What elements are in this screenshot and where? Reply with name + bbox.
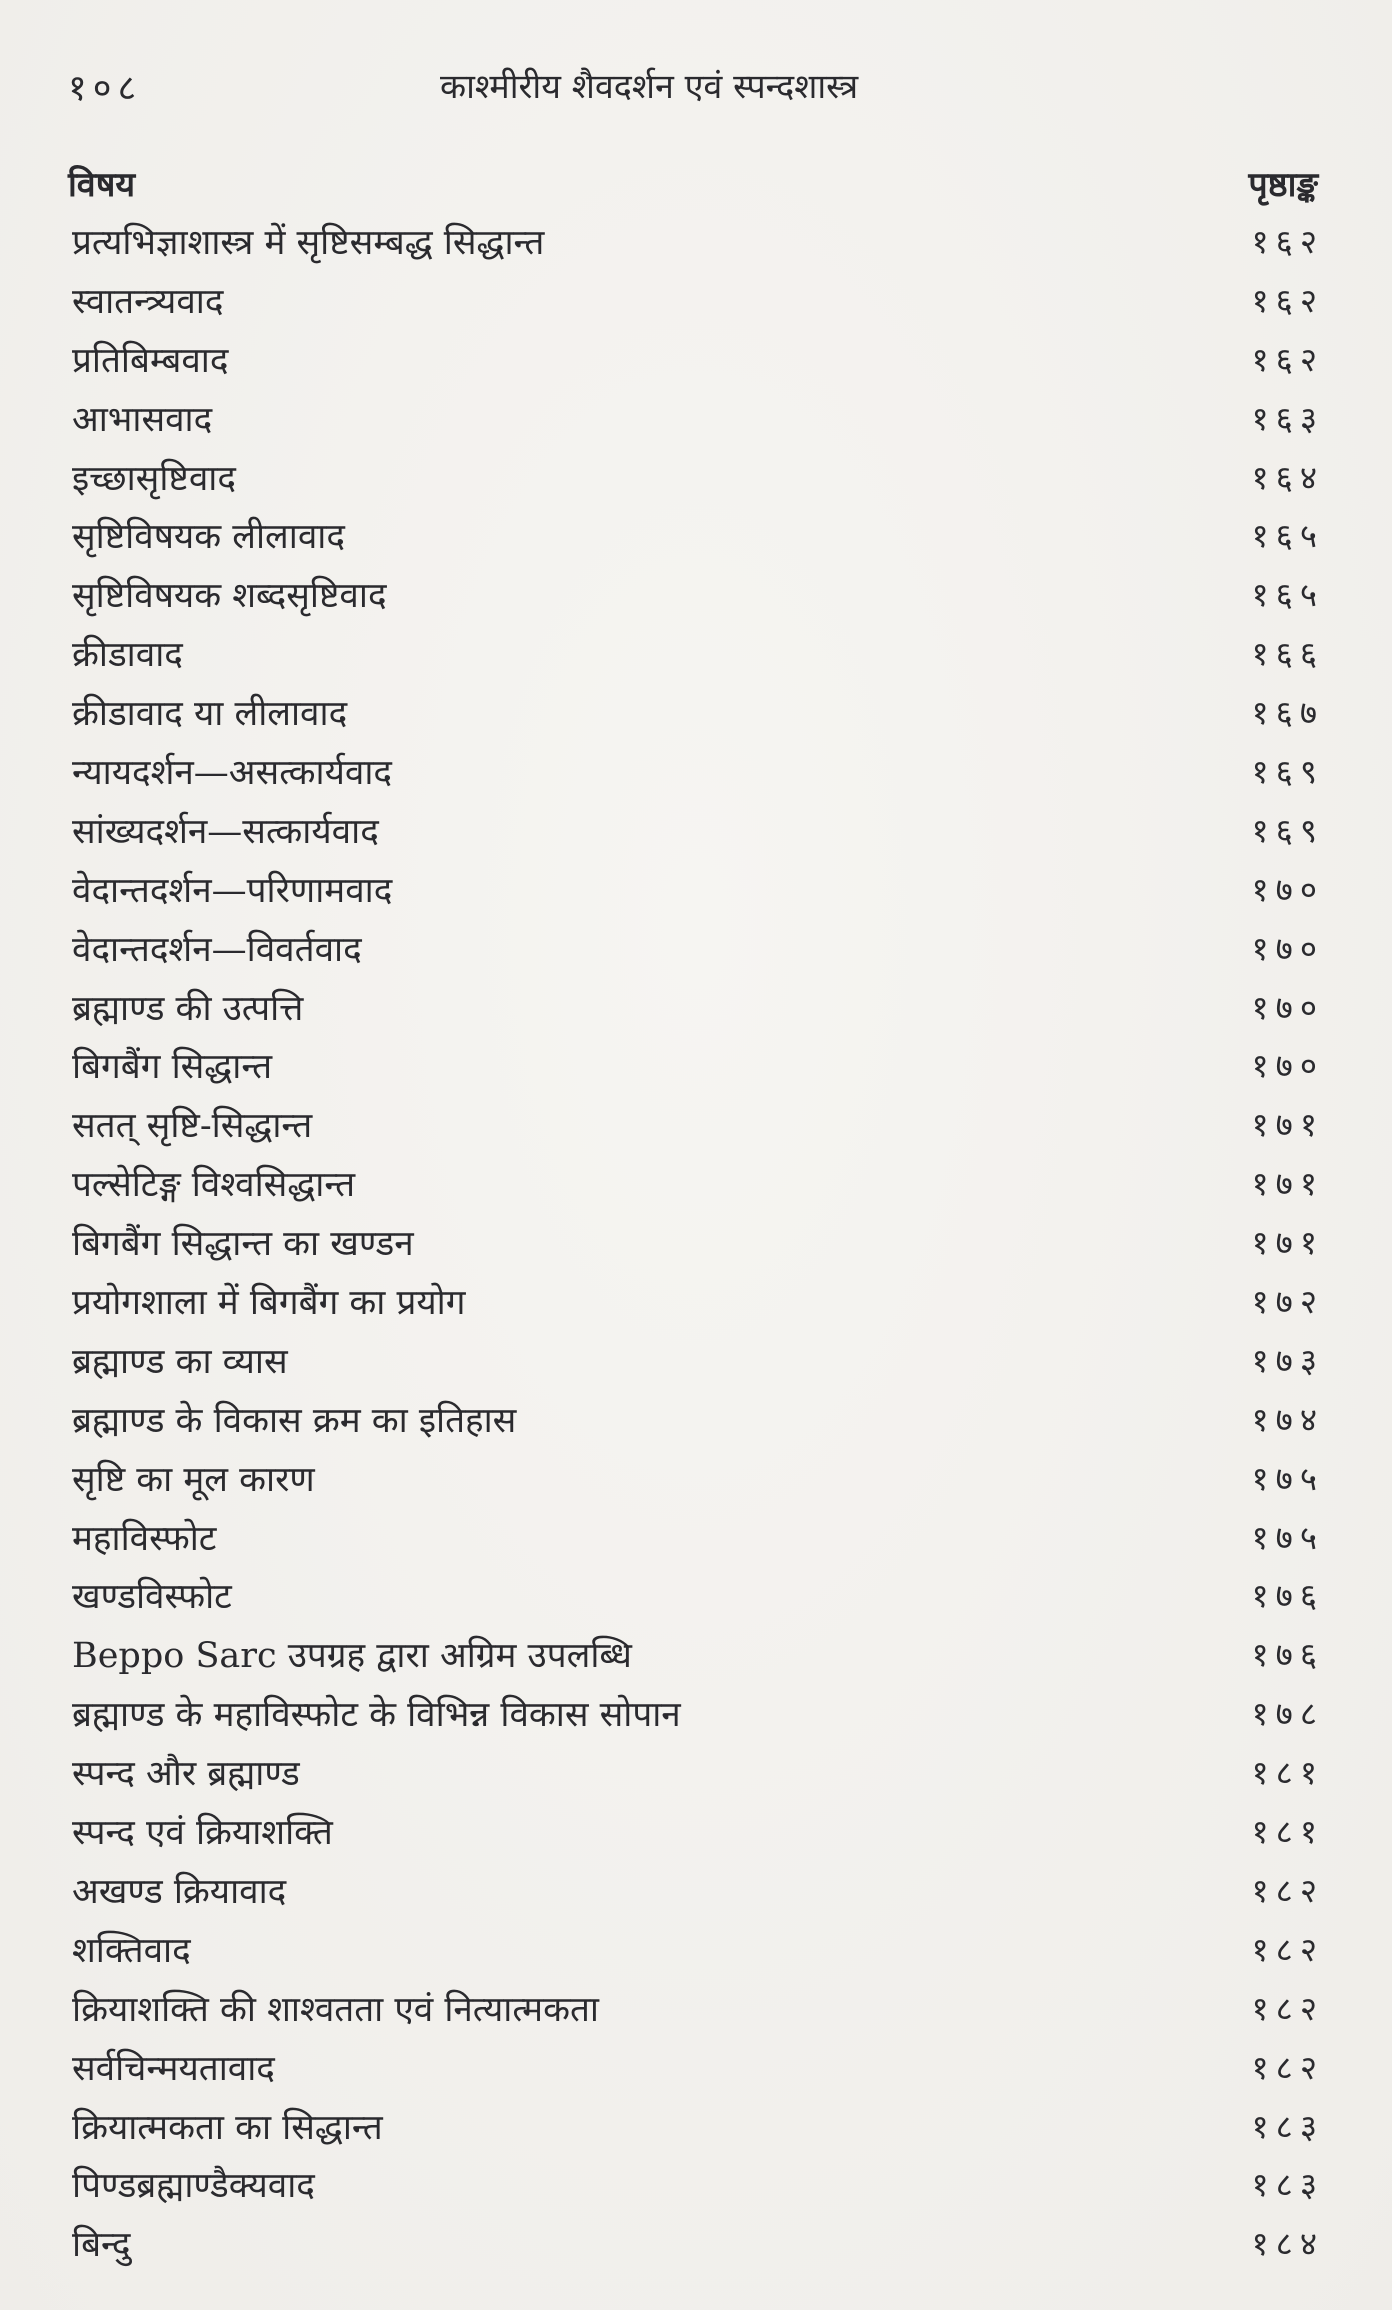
toc-entry-title: स्पन्द और ब्रह्माण्ड bbox=[72, 1754, 300, 1795]
toc-entry-title: शक्तिवाद bbox=[72, 1930, 191, 1971]
toc-entry-title: सृष्टिविषयक लीलावाद bbox=[72, 517, 345, 558]
toc-entry-title: प्रतिबिम्बवाद bbox=[72, 340, 229, 381]
toc-entry-title: क्रियात्मकता का सिद्धान्त bbox=[72, 2107, 383, 2148]
toc-entry-page-number: १७० bbox=[1251, 928, 1324, 968]
toc-entry bbox=[68, 921, 1324, 980]
page-column-heading: पृष्ठाङ्क bbox=[1248, 165, 1318, 205]
toc-entry-page-number: १६६ bbox=[1251, 634, 1324, 674]
toc-entry-page-number: १८२ bbox=[1251, 1929, 1324, 1969]
toc-entry-page-number: १८४ bbox=[1251, 2224, 1324, 2264]
toc-entry-title: ब्रह्माण्ड के विकास क्रम का इतिहास bbox=[72, 1400, 517, 1441]
toc-entry bbox=[68, 1392, 1324, 1451]
toc-entry-title: प्रयोगशाला में बिगबैंग का प्रयोग bbox=[72, 1283, 466, 1324]
toc-entry bbox=[68, 1686, 1324, 1745]
toc-entry-title: सर्वचिन्मयतावाद bbox=[72, 2048, 275, 2089]
toc-entry-title: स्वातन्त्र्यवाद bbox=[72, 281, 224, 322]
toc-entry bbox=[68, 508, 1324, 567]
toc-entry-page-number: १६५ bbox=[1251, 575, 1324, 615]
toc-entry-title: बिगबैंग सिद्धान्त bbox=[72, 1047, 273, 1088]
toc-entry-title: सांख्यदर्शन—सत्कार्यवाद bbox=[72, 811, 379, 852]
toc-entry bbox=[68, 1981, 1324, 2040]
toc-entry bbox=[68, 2040, 1324, 2099]
toc-entry-title: सतत् सृष्टि-सिद्धान्त bbox=[72, 1106, 313, 1147]
toc-entry bbox=[68, 450, 1324, 509]
toc-entry-title: पल्सेटिङ्ग विश्वसिद्धान्त bbox=[72, 1165, 356, 1206]
toc-entry-title: ब्रह्माण्ड का व्यास bbox=[72, 1341, 288, 1382]
toc-entry bbox=[68, 1097, 1324, 1156]
toc-entry-page-number: १६९ bbox=[1251, 810, 1324, 850]
toc-entry bbox=[68, 626, 1324, 685]
toc-entry bbox=[68, 1274, 1324, 1333]
toc-entry bbox=[68, 1156, 1324, 1215]
toc-entry-page-number: १७० bbox=[1251, 1046, 1324, 1086]
toc-entry-page-number: १६२ bbox=[1251, 339, 1324, 379]
toc-entry-page-number: १७५ bbox=[1251, 1458, 1324, 1498]
subject-column-heading: विषय bbox=[68, 165, 136, 205]
toc-entry-page-number: १६३ bbox=[1251, 398, 1324, 438]
toc-entry-page-number: १६२ bbox=[1251, 222, 1324, 261]
toc-entry-title: सृष्टि का मूल कारण bbox=[72, 1459, 315, 1500]
toc-entry bbox=[68, 803, 1324, 862]
toc-entry-page-number: १६७ bbox=[1251, 693, 1324, 733]
toc-entry bbox=[68, 1510, 1324, 1569]
toc-entry-page-number: १८२ bbox=[1251, 2047, 1324, 2087]
toc-entry-page-number: १८३ bbox=[1251, 2165, 1324, 2205]
toc-entry-title: पिण्डब्रह्माण्डैक्यवाद bbox=[72, 2166, 315, 2207]
toc-entry bbox=[68, 2157, 1324, 2216]
toc-entry-title: ब्रह्माण्ड की उत्पत्ति bbox=[72, 988, 304, 1029]
running-head bbox=[0, 62, 1392, 122]
toc-entry bbox=[68, 273, 1324, 332]
toc-entry-page-number: १७६ bbox=[1251, 1576, 1324, 1616]
toc-entry-title: इच्छासृष्टिवाद bbox=[72, 458, 236, 499]
toc-entry-page-number: १७५ bbox=[1251, 1517, 1324, 1557]
toc-entry bbox=[68, 1568, 1324, 1627]
toc-entry-page-number: १७० bbox=[1251, 869, 1324, 909]
toc-entry-title: न्यायदर्शन—असत्कार्यवाद bbox=[72, 753, 393, 794]
toc-entry-page-number: १७१ bbox=[1251, 1223, 1324, 1263]
toc-entry-page-number: १८२ bbox=[1251, 1988, 1324, 2028]
toc-entry-title: बिगबैंग सिद्धान्त का खण्डन bbox=[72, 1224, 414, 1265]
toc-entry-page-number: १८२ bbox=[1251, 1870, 1324, 1910]
toc-entry-page-number: १८३ bbox=[1251, 2106, 1324, 2146]
toc-entry-title: सृष्टिविषयक शब्दसृष्टिवाद bbox=[72, 576, 387, 617]
toc-entry-page-number: १७२ bbox=[1251, 1282, 1324, 1322]
toc-entry-title: आभासवाद bbox=[72, 399, 213, 440]
toc-entry-title: स्पन्द एवं क्रियाशक्ति bbox=[72, 1813, 333, 1854]
toc-entry-title: महाविस्फोट bbox=[72, 1518, 217, 1559]
page-number: १०८ bbox=[68, 68, 143, 109]
toc-entry-title: क्रीडावाद या लीलावाद bbox=[72, 694, 348, 735]
toc-entry bbox=[68, 1745, 1324, 1804]
toc-entry-page-number: १७६ bbox=[1251, 1635, 1324, 1675]
toc-entry-page-number: १८१ bbox=[1251, 1812, 1324, 1852]
toc-entry-title: बिन्दु bbox=[72, 2225, 131, 2266]
toc-entry-page-number: १७८ bbox=[1251, 1694, 1324, 1734]
toc-entry bbox=[68, 214, 1324, 273]
toc-entry-page-number: १७१ bbox=[1251, 1105, 1324, 1145]
toc-entry bbox=[68, 980, 1324, 1039]
toc-entry bbox=[68, 862, 1324, 921]
toc-entry-page-number: १६९ bbox=[1251, 752, 1324, 792]
toc-entry bbox=[68, 685, 1324, 744]
toc-entry-title: Beppo Sarc उपग्रह द्वारा अग्रिम उपलब्धि bbox=[72, 1636, 632, 1677]
toc-entry-page-number: १७४ bbox=[1251, 1399, 1324, 1439]
toc-entry bbox=[68, 1038, 1324, 1097]
toc-entry-title: क्रियाशक्ति की शाश्वतता एवं नित्यात्मकता bbox=[72, 1989, 599, 2030]
toc-entry bbox=[68, 332, 1324, 391]
toc-entry-page-number: १६४ bbox=[1251, 457, 1324, 497]
toc-entry-title: वेदान्तदर्शन—विवर्तवाद bbox=[72, 929, 362, 970]
toc-entry-page-number: १७० bbox=[1251, 987, 1324, 1027]
toc-entry bbox=[68, 2099, 1324, 2158]
toc-entry bbox=[68, 744, 1324, 803]
toc-entry-page-number: १८१ bbox=[1251, 1753, 1324, 1793]
table-of-contents bbox=[68, 214, 1324, 2275]
toc-entry-page-number: १६५ bbox=[1251, 516, 1324, 556]
column-headers bbox=[68, 160, 1318, 210]
toc-entry-title: वेदान्तदर्शन—परिणामवाद bbox=[72, 870, 393, 911]
toc-entry-title: प्रत्यभिज्ञाशास्त्र में सृष्टिसम्बद्ध सिद्धान्त bbox=[72, 223, 545, 263]
toc-entry bbox=[68, 1863, 1324, 1922]
toc-entry bbox=[68, 1215, 1324, 1274]
toc-entry-page-number: १६२ bbox=[1251, 280, 1324, 320]
toc-entry bbox=[68, 1627, 1324, 1686]
toc-entry bbox=[68, 1804, 1324, 1863]
toc-entry bbox=[68, 1451, 1324, 1510]
book-title: काश्मीरीय शैवदर्शन एवं स्पन्दशास्त्र bbox=[440, 67, 859, 107]
toc-entry bbox=[68, 391, 1324, 450]
toc-entry bbox=[68, 2216, 1324, 2275]
toc-entry bbox=[68, 1922, 1324, 1981]
toc-entry bbox=[68, 567, 1324, 626]
toc-entry-page-number: १७३ bbox=[1251, 1340, 1324, 1380]
toc-entry bbox=[68, 1333, 1324, 1392]
toc-entry-title: खण्डविस्फोट bbox=[72, 1577, 232, 1618]
toc-entry-page-number: १७१ bbox=[1251, 1164, 1324, 1204]
toc-entry-title: ब्रह्माण्ड के महाविस्फोट के विभिन्न विकास सोपान bbox=[72, 1695, 681, 1736]
toc-entry-title: क्रीडावाद bbox=[72, 635, 183, 676]
toc-entry-title: अखण्ड क्रियावाद bbox=[72, 1871, 287, 1912]
